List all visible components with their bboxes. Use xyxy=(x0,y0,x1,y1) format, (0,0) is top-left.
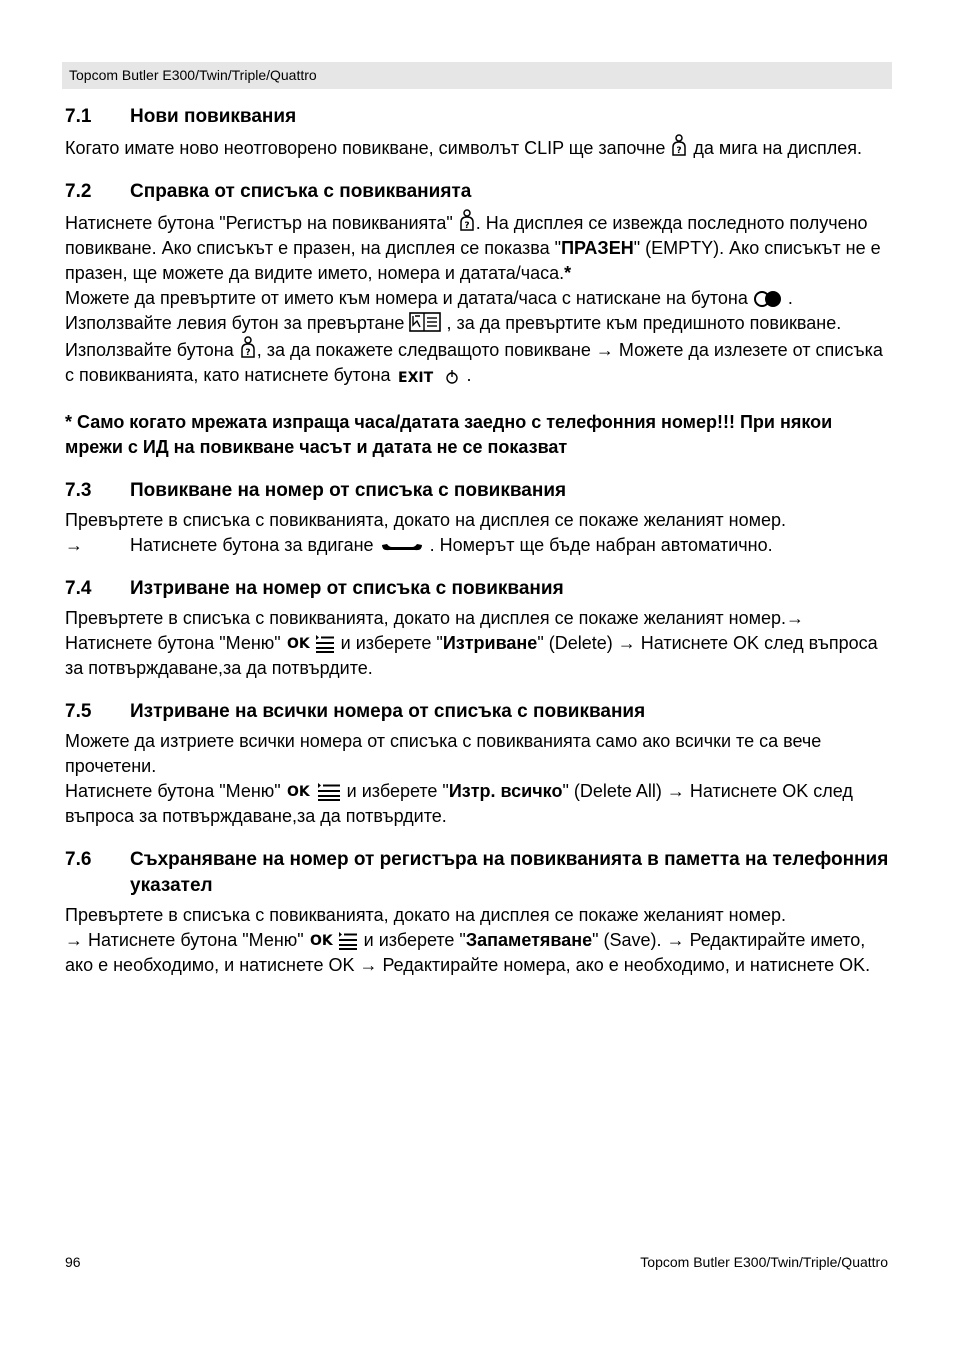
section-7-2-paragraph-1 xyxy=(65,209,889,286)
section-7-6-heading xyxy=(65,847,889,899)
text: и изберете " xyxy=(358,930,466,950)
section-number: 7.6 xyxy=(65,849,92,870)
svg-text:?: ? xyxy=(676,146,682,156)
section-7-5-heading xyxy=(65,699,889,725)
section-7-6-paragraph xyxy=(65,903,889,978)
arrow-icon: → xyxy=(65,535,83,555)
section-title: Повикване на номер от списъка с повиквания xyxy=(130,480,567,501)
arrow-icon: → xyxy=(359,955,378,975)
text: да мига на дисплея. xyxy=(688,138,862,158)
bold-text: ПРАЗЕН xyxy=(561,238,634,258)
text: " (Delete) xyxy=(537,633,618,653)
page-content xyxy=(65,104,889,978)
call-list-icon xyxy=(409,311,441,333)
svg-text:?: ? xyxy=(245,348,251,358)
section-7-4-heading xyxy=(65,576,889,602)
text: Превъртете в списъка с повикванията, докато на дисплея се покаже желаният номер. xyxy=(65,905,786,925)
section-title: Нови повиквания xyxy=(130,106,297,127)
svg-text:OK: OK xyxy=(309,933,333,949)
arrow-icon: → xyxy=(65,930,83,950)
text: Редактирайте името, ако е необходимо, и натиснете OK xyxy=(65,930,866,975)
text: , за да покажете следващото повикване xyxy=(256,340,596,360)
text: Превъртете в списъка с повикванията, докато на дисплея се покаже желаният номер. xyxy=(65,608,786,628)
text: , за да превъртите към предишното повикване. Използвайте бутона xyxy=(65,313,842,360)
section-7-3-paragraph: Превъртете в списъка с повикванията, докато на дисплея се покаже желаният номер. xyxy=(65,510,786,530)
page-header xyxy=(62,62,892,89)
section-7-1-heading xyxy=(65,104,889,130)
arrow-icon: → xyxy=(595,340,614,360)
ok-menu-icon xyxy=(286,633,336,653)
section-number: 7.4 xyxy=(65,578,92,599)
text: " (Save). xyxy=(592,930,667,950)
section-number: 7.2 xyxy=(65,181,92,202)
text: Натиснете бутона "Регистър на повикванията" xyxy=(65,213,458,233)
asterisk: * xyxy=(564,263,572,283)
footer-title: Topcom Butler E300/Twin/Triple/Quattro xyxy=(640,1254,888,1270)
text: . xyxy=(461,365,472,385)
exit-power-icon xyxy=(396,367,462,385)
bold-text: Изтр. всичко xyxy=(448,781,563,801)
text: Натиснете OK след въпроса за потвърждаване,за да потвърдите. xyxy=(65,633,878,678)
text: и изберете " xyxy=(335,633,443,653)
text: Натиснете бутона "Меню" xyxy=(65,781,286,801)
section-title: Изтриване на всички номера от списъка с повиквания xyxy=(130,701,646,722)
text: Натиснете бутона "Меню" xyxy=(83,930,309,950)
bold-text: Запаметяване xyxy=(465,930,593,950)
text: Редактирайте номера, ако е необходимо, и натиснете OK. xyxy=(377,955,871,975)
section-7-5-paragraph-1: Можете да изтриете всички номера от списъка с повикванията само ако всички те са вече прочетени. xyxy=(65,731,822,776)
scroll-toggle-icon xyxy=(753,290,783,308)
section-7-4-paragraph xyxy=(65,606,889,681)
text: " (EMPTY). Ако списъкът не е празен, ще можете да видите името, номера и датата/часа. xyxy=(65,238,881,283)
section-7-5-paragraph-2 xyxy=(65,779,889,829)
arrow-icon: → xyxy=(666,781,685,801)
text: " (Delete All) xyxy=(562,781,667,801)
text: . На дисплея се извежда последното получено повикване. Ако списъкът е празен, на дисплея се показва " xyxy=(65,213,868,258)
text: Можете да излезете от списъка с повикванията, като натиснете бутона xyxy=(65,340,883,385)
section-7-1-paragraph xyxy=(65,134,889,161)
text: Можете да превъртите от името към номера и датата/часа с натискане на бутона xyxy=(65,288,753,308)
section-7-2-paragraph-2 xyxy=(65,286,889,388)
section-7-2-note: * Само когато мрежата изпраща часа/датата заедно с телефонния номер!!! При някои мрежи с ИД на повикване часът и датата не се показват xyxy=(65,412,833,457)
text: . Номерът ще бъде набран автоматично. xyxy=(424,535,773,555)
ok-menu-icon xyxy=(309,930,359,950)
arrow-icon: → xyxy=(666,930,685,950)
svg-text:?: ? xyxy=(464,221,470,231)
person-question-icon xyxy=(239,336,257,360)
arrow-icon: → xyxy=(786,608,804,628)
section-title: Справка от списъка с повикванията xyxy=(130,181,472,202)
arrow-icon: → xyxy=(617,633,636,653)
bold-text: Изтриване xyxy=(442,633,538,653)
text: Натиснете OK след въпроса за потвърждаване,за да потвърдите. xyxy=(65,781,853,826)
exit-label: EXIT xyxy=(397,370,433,385)
section-number: 7.5 xyxy=(65,701,92,722)
person-question-icon xyxy=(458,209,476,233)
svg-text:OK: OK xyxy=(286,784,310,800)
section-number: 7.1 xyxy=(65,106,92,127)
ok-menu-icon xyxy=(286,781,342,801)
text: Натиснете бутона за вдигане xyxy=(130,535,379,555)
section-7-3-heading xyxy=(65,478,889,504)
section-number: 7.3 xyxy=(65,480,92,501)
section-title: Изтриване на номер от списъка с повиквания xyxy=(130,578,564,599)
page-number: 96 xyxy=(65,1254,81,1270)
svg-text:OK: OK xyxy=(286,636,310,652)
person-question-icon xyxy=(670,134,688,158)
text: . Използвайте левия бутон за превъртане xyxy=(65,288,793,333)
section-7-2-heading xyxy=(65,179,889,205)
header-title: Topcom Butler E300/Twin/Triple/Quattro xyxy=(69,67,317,83)
section-7-3-step xyxy=(65,533,889,558)
section-title: Съхраняване на номер от регистъра на повикванията в паметта на телефонния указател xyxy=(130,849,889,896)
text: и изберете " xyxy=(341,781,449,801)
handset-pickup-icon xyxy=(379,539,425,555)
text: Натиснете бутона "Меню" xyxy=(65,633,286,653)
text: Когато имате ново неотговорено повикване, символът CLIP ще започне xyxy=(65,138,671,158)
